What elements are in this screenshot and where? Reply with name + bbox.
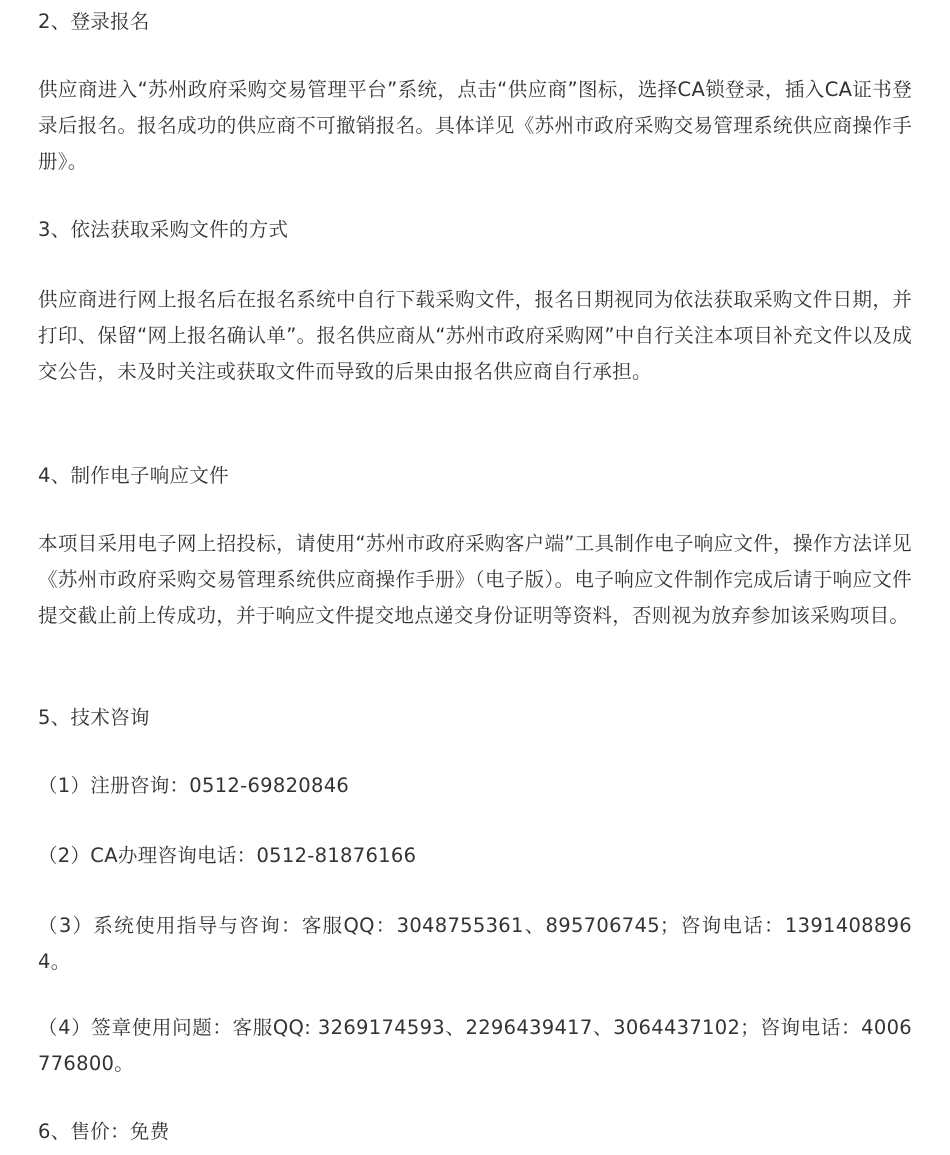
consultation-item-system-guidance: （3）系统使用指导与咨询：客服QQ：3048755361、895706745；咨询电话：13914088964。 bbox=[38, 914, 912, 973]
section-heading-technical-consultation: 5、技术咨询 bbox=[38, 706, 150, 729]
section-body-obtain-documents: 供应商进行网上报名后在报名系统中自行下载采购文件，报名日期视同为依法获取采购文件日期，并打印、保留“网上报名确认单”。报名供应商从“苏州市政府采购网”中自行关注本项目补充文件以及成交公告，未及时关注或获取文件而导致的后果由报名供应商自行承担。 bbox=[38, 288, 912, 383]
consultation-item-signature-issues: （4）签章使用问题：客服QQ: 3269174593、2296439417、3064437102；咨询电话：4006776800。 bbox=[38, 1016, 912, 1075]
section-heading-price: 6、售价：免费 bbox=[38, 1120, 170, 1143]
consultation-item-ca-handling: （2）CA办理咨询电话：0512-81876166 bbox=[38, 844, 417, 867]
consultation-item-registration: （1）注册咨询：0512-69820846 bbox=[38, 774, 350, 797]
section-body-electronic-response: 本项目采用电子网上招投标，请使用“苏州市政府采购客户端”工具制作电子响应文件，操作方法详见《苏州市政府采购交易管理系统供应商操作手册》（电子版）。电子响应文件制作完成后请于响应文件提交截止前上传成功，并于响应文件提交地点递交身份证明等资料，否则视为放弃参加该采购项目。 bbox=[38, 532, 912, 627]
section-heading-obtain-documents: 3、依法获取采购文件的方式 bbox=[38, 218, 289, 241]
section-heading-electronic-response: 4、制作电子响应文件 bbox=[38, 464, 229, 487]
section-heading-login-registration: 2、登录报名 bbox=[38, 10, 150, 33]
section-body-login-registration: 供应商进入“苏州政府采购交易管理平台”系统，点击“供应商”图标，选择CA锁登录，插入CA证书登录后报名。报名成功的供应商不可撤销报名。具体详见《苏州市政府采购交易管理系统供应商操作手册》。 bbox=[38, 78, 912, 173]
